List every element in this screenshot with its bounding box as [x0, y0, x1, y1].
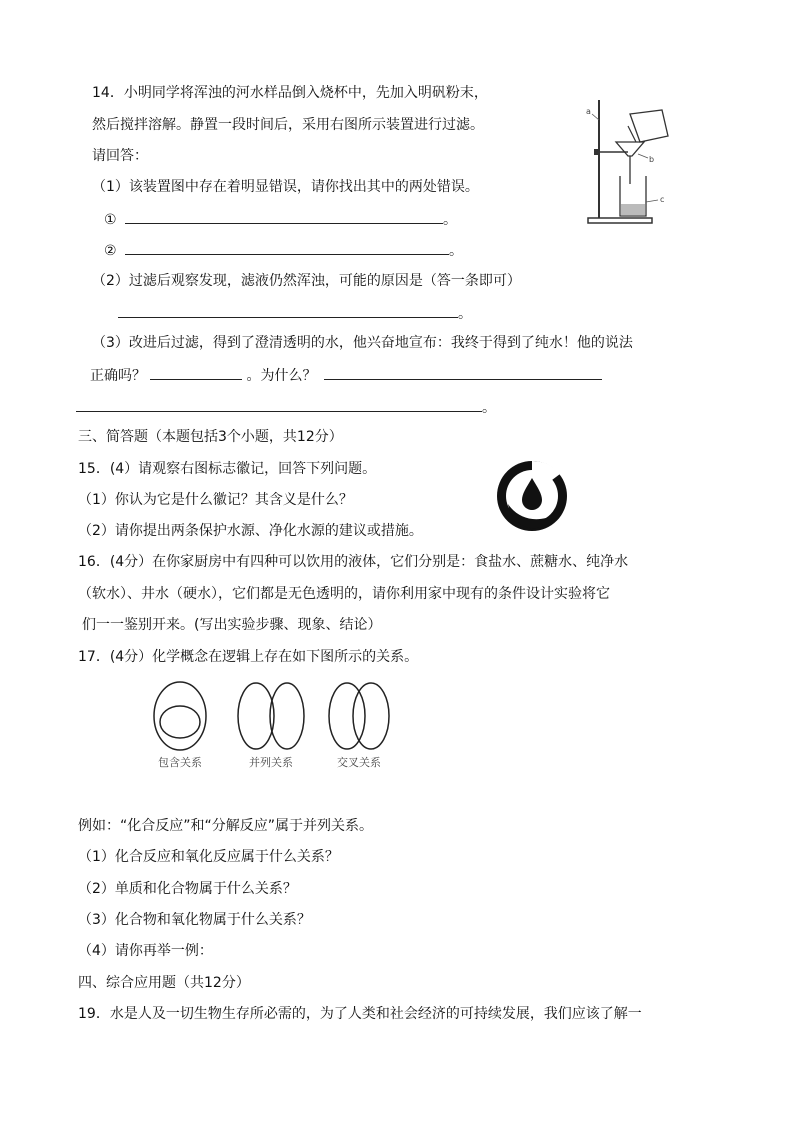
q14-sub3-why: 。为什么？	[246, 368, 317, 384]
q14-answer-row-2	[104, 240, 463, 260]
inclusion-relation-diagram	[154, 682, 206, 769]
q14-answer-blank-6[interactable]	[76, 397, 482, 412]
label-b-leader	[638, 154, 648, 158]
q14-line1: 14．小明同学将浑浊的河水样品倒入烧杯中，先加入明矾粉末，	[92, 85, 488, 101]
q14-period-1: 。	[443, 212, 458, 228]
q17-sub3: （3）化合物和氧化物属于什么关系？	[78, 912, 311, 928]
filtration-apparatus-figure	[580, 92, 690, 226]
label-a: a	[586, 107, 591, 116]
intersection-relation-diagram	[329, 683, 389, 769]
q14-answer-blank-3[interactable]	[118, 303, 458, 318]
q16-line3: 们一一鉴别开来。(写出实验步骤、现象、结论）	[82, 617, 382, 633]
q17-sub1: （1）化合反应和氧化反应属于什么关系？	[78, 849, 339, 865]
q17-sub4: （4）请你再举一例：	[78, 943, 213, 959]
pouring-beaker	[630, 110, 668, 142]
q14-period-3: 。	[458, 306, 472, 322]
q16-line2: （软水）、井水（硬水），它们都是无色透明的，请你利用家中现有的条件设计实验将它	[78, 586, 610, 602]
q17-example: 例如：“化合反应”和“分解反应”属于并列关系。	[78, 818, 374, 834]
q14-mark1: ①	[104, 212, 117, 228]
clamp-screw	[594, 149, 600, 155]
q14-sub3-line2	[90, 365, 602, 385]
q14-period-6: 。	[482, 400, 496, 416]
q14-answer-blank-4[interactable]	[150, 365, 242, 380]
q17-line1: 17．(4分）化学概念在逻辑上存在如下图所示的关系。	[78, 649, 419, 665]
label-a-leader	[592, 114, 599, 120]
q14-answer-blank-1[interactable]	[125, 209, 443, 224]
parallel-label: 并列关系	[249, 756, 293, 769]
label-c: c	[660, 195, 665, 204]
filtrate-liquid	[621, 204, 645, 215]
q14-answer-row-6	[76, 397, 496, 417]
q19-line1: 19．水是人及一切生物生存所必需的，为了人类和社会经济的可持续发展，我们应该了解一	[78, 1006, 642, 1022]
section4-title: 四、综合应用题（共12分）	[78, 975, 250, 991]
q15-line1: 15．(4）请观察右图标志徽记，回答下列问题。	[78, 461, 377, 477]
stand-base	[588, 218, 652, 223]
water-saving-emblem	[494, 458, 570, 534]
q16-line1: 16．(4分）在你家厨房中有四种可以饮用的液体，它们分别是：食盐水、蔗糖水、纯净水	[78, 554, 629, 570]
q14-answer-blank-2[interactable]	[125, 240, 449, 255]
set-relation-diagram	[145, 678, 405, 774]
q17-sub2: （2）单质和化合物属于什么关系？	[78, 881, 297, 897]
intersection-left-ellipse	[329, 683, 365, 749]
parallel-relation-diagram	[238, 683, 304, 769]
label-c-leader	[646, 200, 658, 202]
label-b: b	[649, 155, 655, 164]
q14-period-2: 。	[449, 243, 464, 259]
q14-sub3: （3）改进后过滤，得到了澄清透明的水，他兴奋地宣布：我终于得到了纯水！他的说法	[92, 335, 633, 351]
intersection-right-ellipse	[353, 683, 389, 749]
q14-answer-row-3	[118, 303, 472, 323]
funnel	[616, 142, 644, 156]
q15-sub1: （1）你认为它是什么徽记？其含义是什么？	[78, 492, 353, 508]
q14-sub2: （2）过滤后观察发现，滤液仍然浑浊，可能的原因是（答一条即可）	[92, 273, 521, 289]
q14-line3: 请回答：	[92, 148, 148, 164]
inclusion-inner-ellipse	[160, 706, 200, 738]
inclusion-label: 包含关系	[158, 756, 202, 769]
q14-answer-blank-5[interactable]	[324, 365, 602, 380]
parallel-left-ellipse	[238, 683, 274, 749]
section3-title: 三、简答题（本题包括3个小题，共12分）	[78, 429, 343, 445]
intersection-label: 交叉关系	[337, 756, 381, 769]
q14-mark2: ②	[104, 243, 117, 259]
parallel-right-ellipse	[270, 683, 304, 749]
q14-line2: 然后搅拌溶解。静置一段时间后，采用右图所示装置进行过滤。	[92, 117, 484, 133]
q14-sub1: （1）该装置图中存在着明显错误，请你找出其中的两处错误。	[92, 179, 479, 195]
q14-answer-row-1	[104, 209, 457, 229]
q14-sub3-question: 正确吗？	[90, 368, 146, 384]
q15-sub2: （2）请你提出两条保护水源、净化水源的建议或措施。	[78, 523, 423, 539]
